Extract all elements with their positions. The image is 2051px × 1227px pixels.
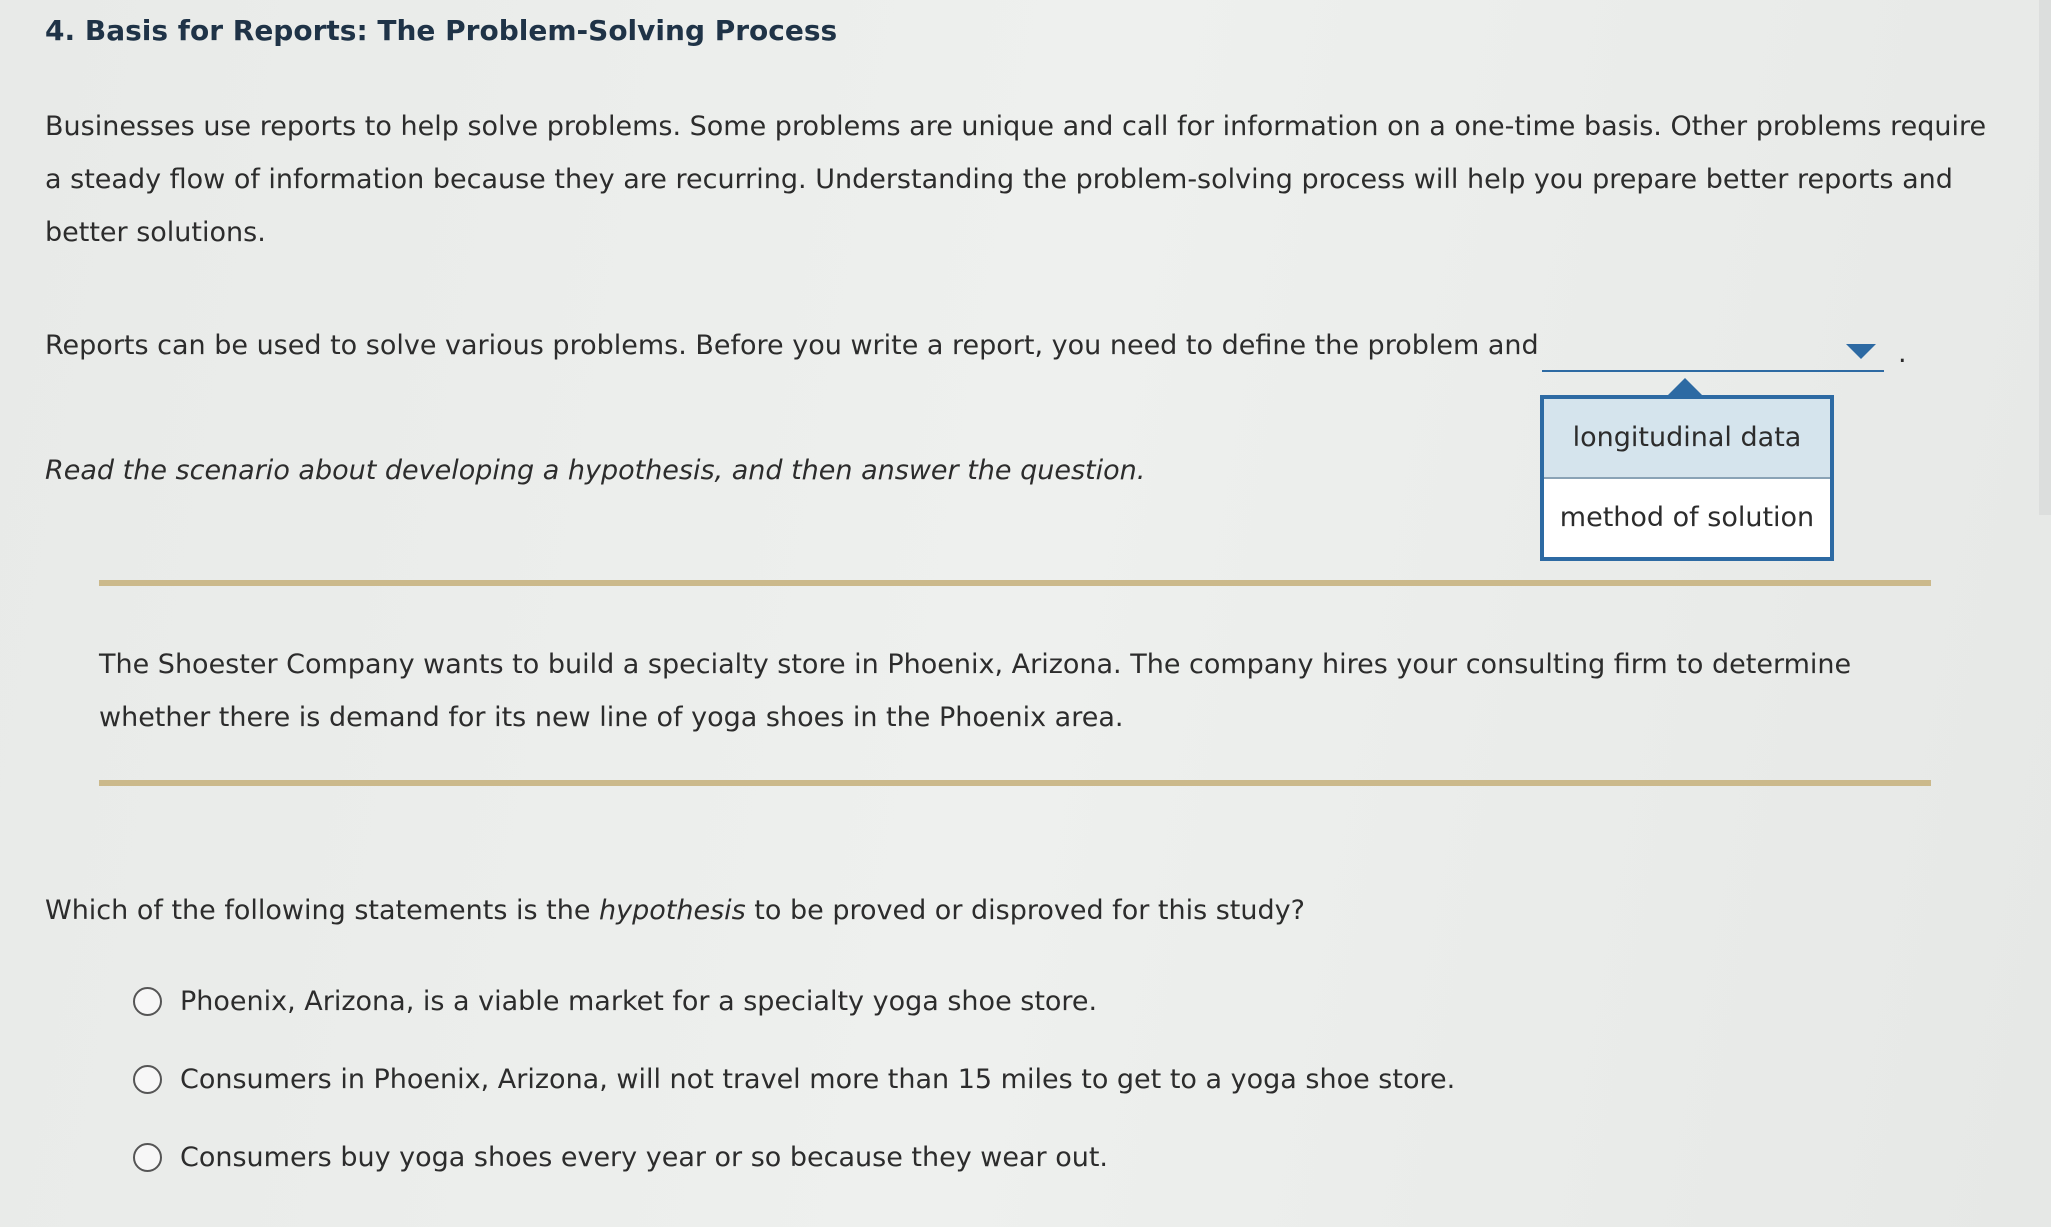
- question-prefix: Which of the following statements is the: [45, 895, 600, 926]
- radio-button-3[interactable]: [133, 1143, 162, 1172]
- dropdown-menu: [1540, 395, 1834, 561]
- answer-dropdown[interactable]: [1542, 332, 1884, 372]
- question-text: [45, 895, 1305, 926]
- answer-choice-1-label[interactable]: Phoenix, Arizona, is a viable market for a specialty yoga shoe store.: [180, 986, 1098, 1017]
- answer-choice-3-label[interactable]: Consumers buy yoga shoes every year or so because they wear out.: [180, 1142, 1109, 1173]
- scenario-bottom-divider: [99, 780, 1931, 786]
- fill-in-sentence: Reports can be used to solve various problems. Before you write a report, you need to define the problem and: [45, 330, 1539, 361]
- scenario-text: The Shoester Company wants to build a specialty store in Phoenix, Arizona. The company hires your consulting firm to determine whether there is demand for its new line of yoga shoes in the Phoenix area.: [99, 649, 1852, 733]
- radio-button-1[interactable]: [133, 987, 162, 1016]
- scrollbar[interactable]: [2039, 0, 2051, 515]
- answer-choice-2-label[interactable]: Consumers in Phoenix, Arizona, will not travel more than 15 miles to get to a yoga shoe store.: [180, 1064, 1456, 1095]
- answer-choice-3[interactable]: [133, 1142, 1108, 1173]
- radio-button-2[interactable]: [133, 1065, 162, 1094]
- scenario-top-divider: [99, 580, 1931, 586]
- dropdown-option-method-of-solution[interactable]: method of solution: [1559, 502, 1815, 533]
- instruction-text: Read the scenario about developing a hypothesis, and then answer the question.: [45, 455, 1146, 486]
- dropdown-option-longitudinal-data[interactable]: longitudinal data: [1544, 399, 1830, 479]
- answer-choice-2[interactable]: [133, 1064, 1455, 1095]
- intro-paragraph: Businesses use reports to help solve problems. Some problems are unique and call for information on a one-time basis. Other problems require a steady flow of information because they are recurring. Understanding the problem-solving process will help you prepare better reports and better solutions.: [45, 111, 1987, 248]
- question-emphasis: hypothesis: [599, 895, 746, 926]
- page-title: 4. Basis for Reports: The Problem-Solving Process: [45, 14, 838, 47]
- chevron-down-icon[interactable]: [1846, 344, 1876, 359]
- sentence-period: .: [1898, 338, 1907, 369]
- menu-caret-icon: [1668, 378, 1702, 395]
- answer-choice-1[interactable]: [133, 986, 1097, 1017]
- question-suffix: to be proved or disproved for this study?: [745, 895, 1305, 926]
